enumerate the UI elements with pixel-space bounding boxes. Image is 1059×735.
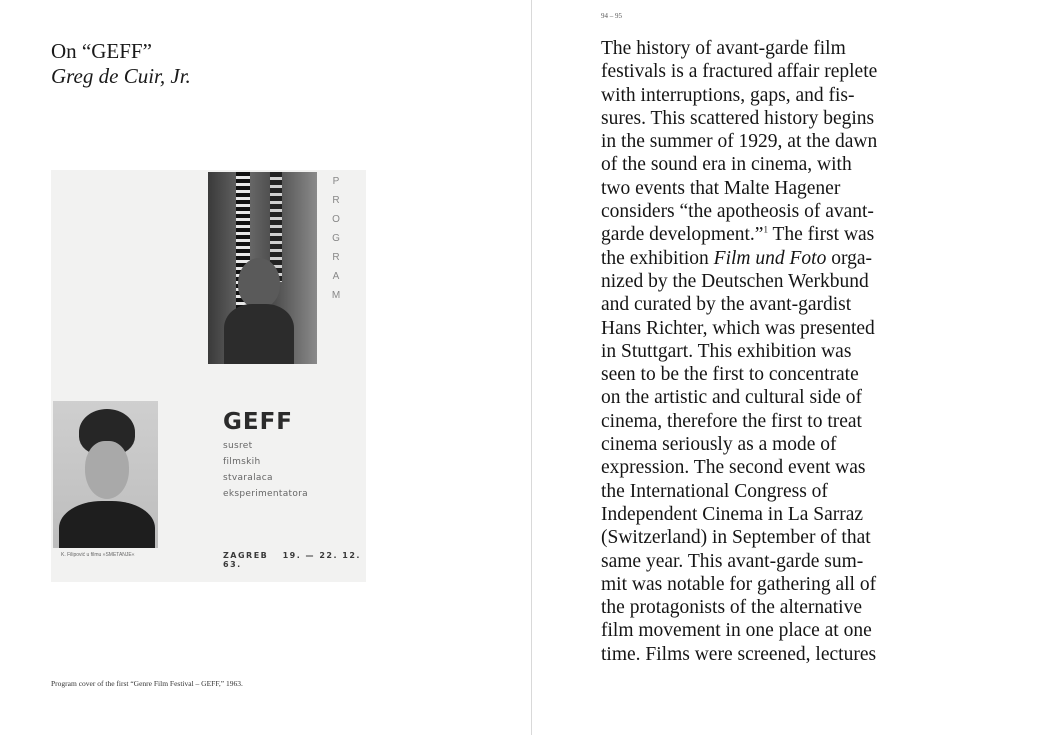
program-letter: M	[331, 290, 341, 301]
program-letter: P	[332, 176, 340, 187]
text-line: festivals is a fractured affair replete	[601, 61, 878, 83]
footnote-marker[interactable]: 1	[763, 224, 768, 235]
text-line: same year. This avant-garde sum-	[601, 550, 864, 572]
text-line: and curated by the avant-gardist	[601, 294, 852, 316]
text-line: nized by the Deutschen Werkbund	[601, 270, 869, 292]
text-line: in Stuttgart. This exhibition was	[601, 340, 852, 362]
text-line: Hans Richter, which was presented	[601, 317, 875, 339]
text-line: The history of avant-garde film	[601, 38, 846, 59]
text-line: cinema, therefore the first to treat	[601, 410, 862, 432]
text-line: (Switzerland) in September of that	[601, 527, 871, 549]
woman-face-shape	[85, 441, 129, 499]
text-line: Independent Cinema in La Sarraz	[601, 503, 864, 525]
text-line: of the sound era in cinema, with	[601, 154, 852, 176]
poster-subtitle-line: susret	[223, 441, 253, 451]
text-line: with interruptions, gaps, and fis-	[601, 84, 855, 106]
article-author: Greg de Cuir, Jr.	[51, 64, 191, 88]
poster-city: ZAGREB	[223, 551, 269, 560]
poster-subtitle-line: filmskih	[223, 457, 261, 467]
text-line: the International Congress of	[601, 480, 828, 502]
text-line-with-italic	[601, 247, 931, 270]
poster-subtitle	[223, 438, 308, 502]
program-cover-image	[51, 170, 366, 582]
program-letter: A	[332, 271, 340, 282]
article-title: On “GEFF”	[51, 39, 152, 63]
poster-photo-caption: K. Filipović u filmu »SMETANJE«	[61, 552, 135, 558]
poster-location-dates	[223, 551, 366, 569]
text-line: film movement in one place at one	[601, 620, 872, 642]
poster-subtitle-line: eksperimentatora	[223, 489, 308, 499]
program-letter: R	[332, 195, 340, 206]
text-line: seen to be the first to concentrate	[601, 364, 859, 386]
text-segment: orga-	[826, 247, 872, 269]
text-line: considers “the apotheosis of avant-	[601, 201, 874, 223]
poster-photo-woman	[53, 401, 158, 548]
text-line: mit was notable for gathering all of	[601, 573, 877, 595]
poster-photo-film-strip	[208, 172, 317, 364]
page-numbers: 94 – 95	[601, 12, 622, 20]
text-line: two events that Malte Hagener	[601, 177, 841, 199]
text-segment: The first was	[767, 224, 875, 246]
text-line: expression. The second event was	[601, 457, 866, 479]
woman-shoulders-shape	[59, 501, 155, 548]
poster-title: GEFF	[223, 409, 294, 435]
text-line: in the summer of 1929, at the dawn	[601, 131, 878, 153]
text-line-with-footnote	[601, 223, 931, 246]
poster-dates: 19. — 22. 12. 63.	[223, 551, 361, 569]
man-body-shape	[224, 304, 294, 364]
figure-caption: Program cover of the first “Genre Film Festival – GEFF,” 1963.	[51, 679, 243, 688]
program-letter: G	[332, 233, 340, 244]
text-line: the protagonists of the alternative	[601, 597, 863, 619]
body-text	[601, 37, 931, 666]
italic-title: Film und Foto	[713, 247, 827, 269]
text-line: time. Films were screened, lectures	[601, 643, 877, 665]
program-letter: O	[332, 214, 340, 225]
text-segment: garde development.”	[601, 224, 764, 246]
man-head-shape	[238, 258, 280, 308]
text-line: sures. This scattered history begins	[601, 107, 875, 129]
text-line: on the artistic and cultural side of	[601, 387, 863, 409]
text-segment: the exhibition	[601, 247, 714, 269]
poster-program-vertical	[329, 172, 343, 305]
text-line: cinema seriously as a mode of	[601, 434, 837, 456]
program-letter: R	[332, 252, 340, 263]
poster-subtitle-line: stvaralaca	[223, 473, 273, 483]
right-page	[532, 0, 1059, 735]
